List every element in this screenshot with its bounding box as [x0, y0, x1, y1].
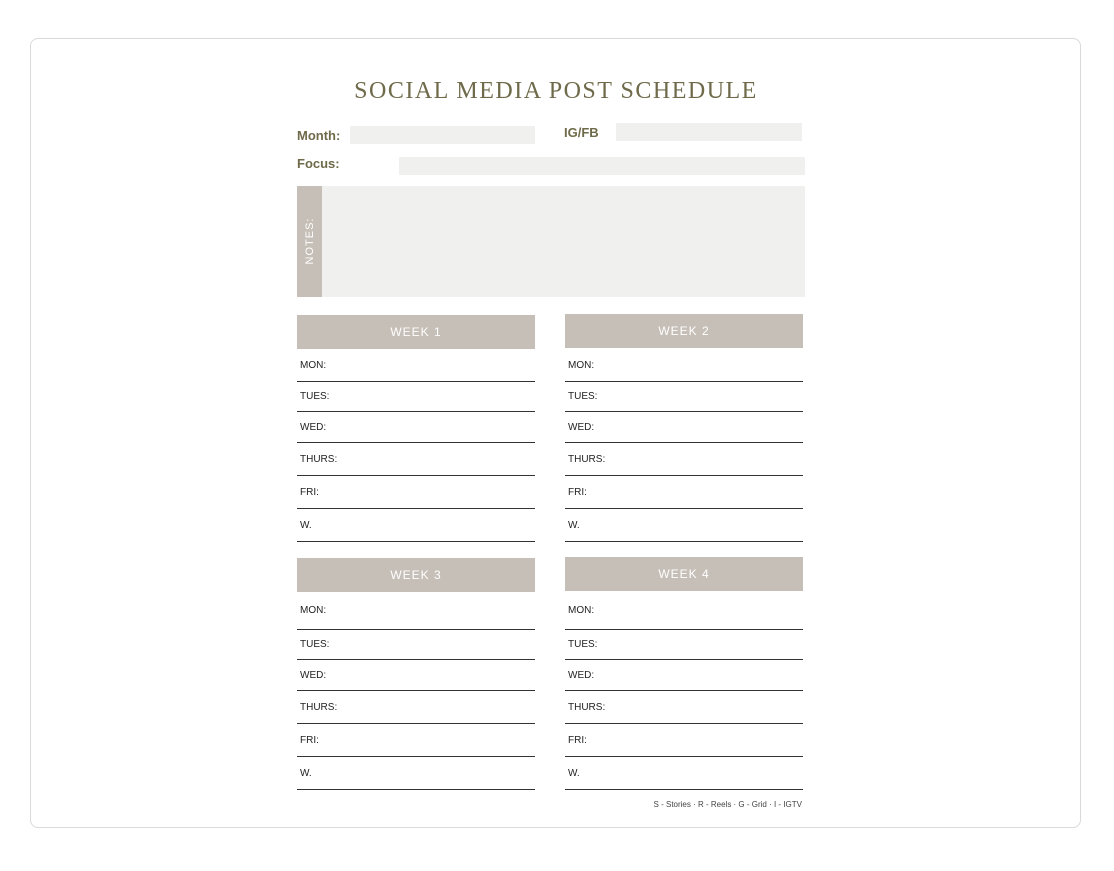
day-row-thurs[interactable]: THURS:: [297, 691, 535, 724]
day-row-thurs[interactable]: THURS:: [297, 443, 535, 476]
week-header: WEEK 3: [297, 558, 535, 592]
day-row-mon[interactable]: MON:: [297, 349, 535, 382]
day-row-mon[interactable]: MON:: [565, 349, 803, 382]
page-title: SOCIAL MEDIA POST SCHEDULE: [354, 78, 758, 104]
day-row-thurs[interactable]: THURS:: [565, 443, 803, 476]
day-row-tues[interactable]: TUES:: [297, 630, 535, 660]
week-block-3: [297, 558, 535, 779]
day-row-wed[interactable]: WED:: [297, 660, 535, 691]
week-block-1: [297, 315, 535, 531]
day-row-weekend[interactable]: W.: [297, 509, 535, 542]
day-row-fri[interactable]: FRI:: [297, 724, 535, 757]
month-field[interactable]: [350, 126, 535, 144]
week-header: WEEK 1: [297, 315, 535, 349]
week-header: WEEK 2: [565, 314, 803, 348]
day-row-wed[interactable]: WED:: [565, 412, 803, 443]
week-header: WEEK 4: [565, 557, 803, 591]
day-row-tues[interactable]: TUES:: [297, 382, 535, 412]
focus-field[interactable]: [399, 157, 805, 175]
week-block-4: [565, 557, 803, 779]
focus-label: Focus:: [297, 156, 340, 171]
notes-field[interactable]: [322, 186, 805, 297]
day-row-mon[interactable]: MON:: [565, 592, 803, 630]
month-label: Month:: [297, 128, 341, 143]
week-block-2: [565, 314, 803, 531]
day-row-mon[interactable]: MON:: [297, 592, 535, 630]
day-row-weekend[interactable]: W.: [565, 509, 803, 542]
notes-label: NOTES:: [304, 217, 316, 265]
day-row-wed[interactable]: WED:: [565, 660, 803, 691]
day-row-weekend[interactable]: W.: [565, 757, 803, 790]
platform-field[interactable]: [616, 123, 802, 141]
content-type-legend: S - Stories · R - Reels · G - Grid · I - IGTV: [653, 800, 802, 809]
day-row-tues[interactable]: TUES:: [565, 382, 803, 412]
day-row-fri[interactable]: FRI:: [297, 476, 535, 509]
day-row-wed[interactable]: WED:: [297, 412, 535, 443]
day-row-weekend[interactable]: W.: [297, 757, 535, 790]
day-row-tues[interactable]: TUES:: [565, 630, 803, 660]
day-row-fri[interactable]: FRI:: [565, 476, 803, 509]
day-row-thurs[interactable]: THURS:: [565, 691, 803, 724]
platform-label: IG/FB: [564, 125, 599, 140]
day-row-fri[interactable]: FRI:: [565, 724, 803, 757]
